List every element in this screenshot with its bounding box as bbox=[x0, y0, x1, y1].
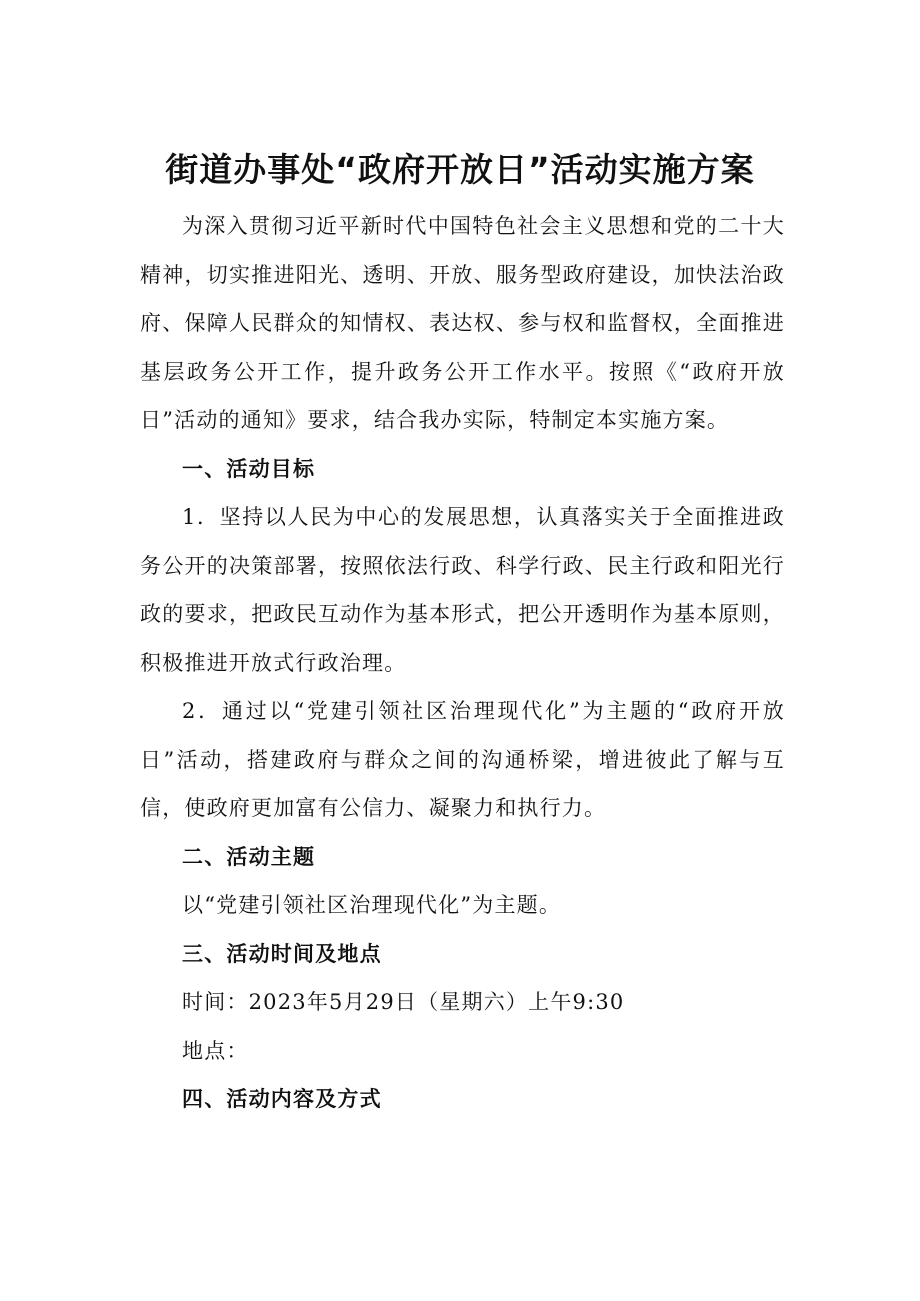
event-place: 地点： bbox=[182, 1038, 249, 1063]
event-time: 时间：2023年5月29日（星期六）上午9:30 bbox=[182, 990, 625, 1014]
goal-item-1: 1．坚持以人民为中心的发展思想，认真落实关于全面推进政务公开的决策部署，按照依法行政、科学行政、民主行政和阳光行政的要求，把政民互动作为基本形式，把公开透明作为基本原则，积极推进开放式行政治理。 bbox=[140, 505, 785, 675]
section-heading-time-place: 三、活动时间及地点 bbox=[182, 941, 382, 966]
document-body bbox=[140, 202, 785, 1124]
section-heading-content: 四、活动内容及方式 bbox=[182, 1087, 382, 1111]
section-heading-theme: 二、活动主题 bbox=[182, 844, 316, 869]
theme-text: 以“党建引领社区治理现代化”为主题。 bbox=[182, 893, 562, 917]
intro-paragraph: 为深入贯彻习近平新时代中国特色社会主义思想和党的二十大精神，切实推进阳光、透明、开放、服务型政府建设，加快法治政府、保障人民群众的知情权、表达权、参与权和监督权，全面推进基层政务公开工作，提升政务公开工作水平。按照《“政府开放日”活动的通知》要求，结合我办实际，特制定本实施方案。 bbox=[140, 214, 785, 432]
document-title: 街道办事处“政府开放日”活动实施方案 bbox=[165, 150, 755, 190]
goal-item-2: 2．通过以“党建引领社区治理现代化”为主题的“政府开放日”活动，搭建政府与群众之间的沟通桥梁，增进彼此了解与互信，使政府更加富有公信力、凝聚力和执行力。 bbox=[140, 699, 785, 820]
section-heading-goals: 一、活动目标 bbox=[182, 456, 316, 481]
